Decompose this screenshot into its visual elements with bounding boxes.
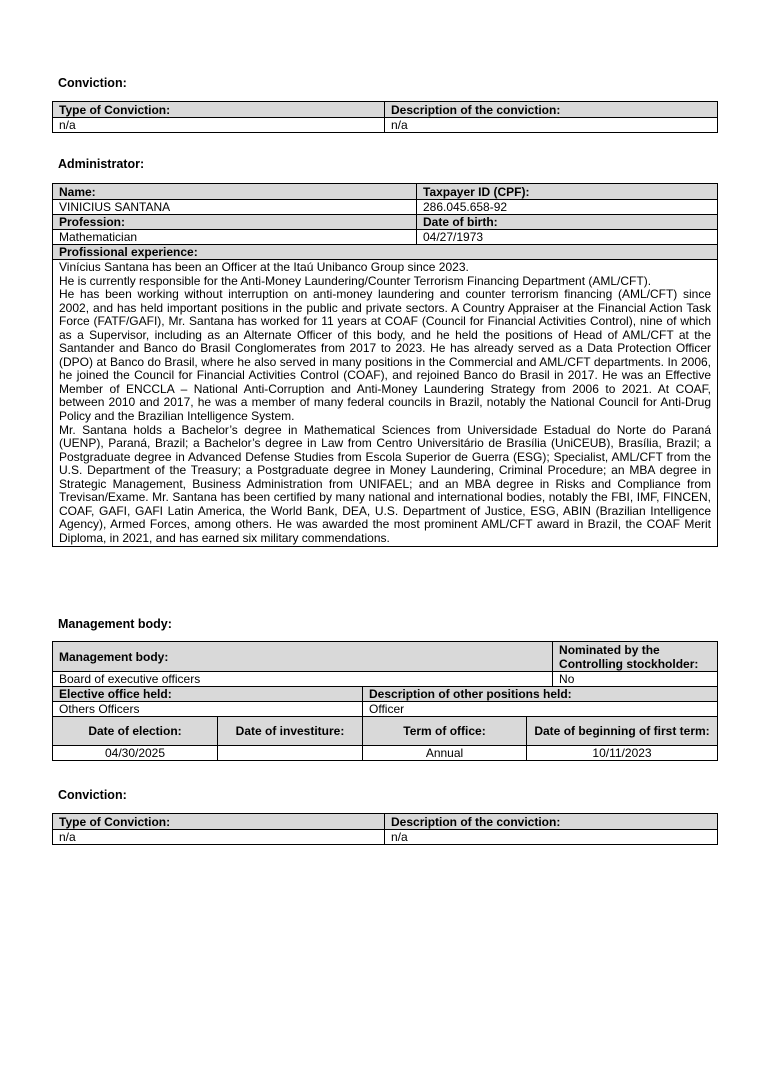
first-term-date-value: 10/11/2023 xyxy=(527,746,718,761)
conviction-type-header-2: Type of Conviction: xyxy=(53,814,385,830)
conviction-table-2 xyxy=(52,813,718,845)
conviction-type-header: Type of Conviction: xyxy=(53,102,385,118)
nominated-label: Nominated by the Controlling stockholder: xyxy=(553,642,718,672)
profession-value: Mathematician xyxy=(53,230,417,245)
experience-label: Profissional experience: xyxy=(53,245,718,260)
name-label: Name: xyxy=(53,184,417,200)
experience-paragraph: He is currently responsible for the Anti-Money Laundering/Counter Terrorism Financing Department (AML/CFT). xyxy=(59,273,652,288)
conviction-type-value: n/a xyxy=(53,118,385,133)
term-of-office-value: Annual xyxy=(363,746,527,761)
experience-paragraph: He has been working without interruption on anti-money laundering and counter terrorism financing (AML/CFT) since 2002, and has held important positions in the public and private sectors. A Country Appraiser at the Financial Action Task Force (FATF/GAFI), Mr. Santana has worked for 11 years at COAF (Council for Financial Activities Control), nine of which as a Supervisor, including as an Alternate Officer of this body, and he held the positions of Head of AML/CFT at the Santander and Banco do Brasil Conglomerates from 2017 to 2023. He has already served as a Data Protection Officer (DPO) at Banco do Brasil, where he also served in many positions in the Commercial and AML/CFT departments. In 2006, he joined the Council for Financial Activities Control (COAF), and rejoined Banco do Brasil in 2017. He was an Effective Member of ENCCLA – National Anti-Corruption and Anti-Money Laundering Strategy from 2006 to 2021. At COAF, between 2010 and 2017, he was a member of many federal councils in Brazil, notably the National Council for Anti-Drug Policy and the Brazilian Intelligence System. xyxy=(59,287,711,424)
name-value: VINICIUS SANTANA xyxy=(53,200,417,215)
administrator-table xyxy=(52,183,718,547)
management-body-value: Board of executive officers xyxy=(53,672,553,687)
conviction-table xyxy=(52,101,718,133)
experience-paragraph: Mr. Santana holds a Bachelor’s degree in Mathematical Sciences from Universidade Estadual do Norte do Paraná (UENP), Paraná, Brazil; a Bachelor’s degree in Law from Centro Universitário de Brasília (UniCEUB), Brasília, Brazil; a Postgraduate degree in Advanced Defense Studies from Escola Superior de Guerra (ESG); Specialist, AML/CFT from the U.S. Department of the Treasury; a Postgraduate degree in Money Laundering, Criminal Procedure; an MBA degree in Strategic Management, Business Administration from UNIFAEL; and an MBA degree in Risks and Compliance from Trevisan/Exame. Mr. Santana has been certified by many national and international bodies, notably the FBI, IMF, FINCEN, COAF, GAFI, GAFI Latin America, the World Bank, DEA, U.S. Department of Justice, ESG, ABIN (Brazilian Intelligence Agency), Armed Forces, among others. He was awarded the most prominent AML/CFT award in Brazil, the COAF Merit Diploma, in 2021, and has earned six military commendations. xyxy=(59,422,711,545)
conviction-description-value-2: n/a xyxy=(385,830,718,845)
cpf-label: Taxpayer ID (CPF): xyxy=(417,184,718,200)
cpf-value: 286.045.658-92 xyxy=(417,200,718,215)
profession-label: Profession: xyxy=(53,215,417,230)
conviction-type-value-2: n/a xyxy=(53,830,385,845)
other-positions-value: Officer xyxy=(363,702,718,717)
term-of-office-label: Term of office: xyxy=(363,717,527,746)
experience-paragraph: Vinícius Santana has been an Officer at the Itaú Unibanco Group since 2023. xyxy=(59,260,469,274)
election-date-label: Date of election: xyxy=(53,717,218,746)
dob-value: 04/27/1973 xyxy=(417,230,718,245)
management-body-label: Management body: xyxy=(53,642,553,672)
conviction-description-header: Description of the conviction: xyxy=(385,102,718,118)
conviction-description-value: n/a xyxy=(385,118,718,133)
elective-office-value: Others Officers xyxy=(53,702,363,717)
dob-label: Date of birth: xyxy=(417,215,718,230)
other-positions-label: Description of other positions held: xyxy=(363,687,718,702)
conviction-description-header-2: Description of the conviction: xyxy=(385,814,718,830)
first-term-date-label: Date of beginning of first term: xyxy=(527,717,718,746)
experience-text xyxy=(53,260,718,547)
investiture-date-value xyxy=(218,746,363,761)
administrator-heading: Administrator: xyxy=(58,157,145,171)
elective-office-label: Elective office held: xyxy=(53,687,363,702)
nominated-value: No xyxy=(553,672,718,687)
investiture-date-label: Date of investiture: xyxy=(218,717,363,746)
conviction-heading: Conviction: xyxy=(58,76,127,90)
management-heading: Management body: xyxy=(58,617,172,631)
management-table xyxy=(52,641,718,761)
election-date-value: 04/30/2025 xyxy=(53,746,218,761)
conviction-heading-2: Conviction: xyxy=(58,788,127,802)
